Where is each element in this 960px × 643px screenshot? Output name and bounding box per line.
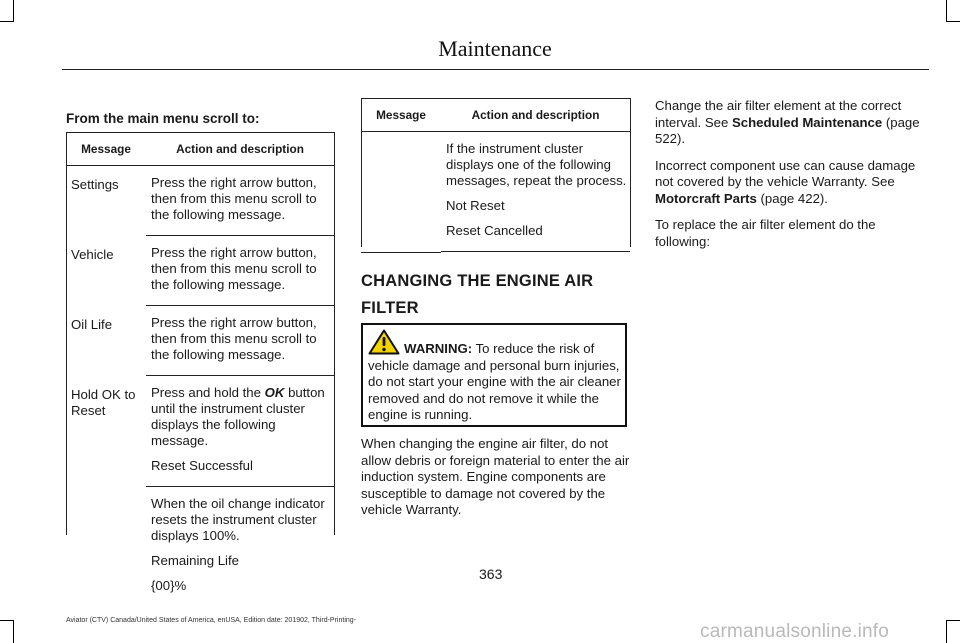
crop-mark xyxy=(13,0,14,22)
column-header-action: Action and description xyxy=(441,99,630,132)
message-cell: Hold OK to Reset xyxy=(71,387,136,418)
warning-text: To reduce the risk of vehicle damage and personal burn injuries, do not start your engine with the air cleaner removed and do not remove it while the engine is running. xyxy=(368,341,621,422)
action-message: Reset Cancelled xyxy=(446,223,543,238)
section-heading xyxy=(361,268,631,322)
page-title: Maintenance xyxy=(438,36,552,61)
action-text: If the instrument cluster displays one of the following messages, repeat the process. xyxy=(446,141,627,188)
crop-mark xyxy=(946,0,947,22)
crop-mark xyxy=(13,620,14,643)
message-cell: Vehicle xyxy=(71,247,114,262)
table-left-edge xyxy=(66,132,67,535)
table-row xyxy=(66,306,334,376)
action-cell xyxy=(146,236,334,306)
action-cell xyxy=(146,306,334,376)
page-number: 363 xyxy=(479,566,503,582)
table-row xyxy=(66,236,334,306)
paragraph-text: Change the air filter element at the correct interval. See xyxy=(655,98,902,130)
action-cell xyxy=(441,132,630,253)
action-cell xyxy=(146,376,334,487)
message-table-left xyxy=(66,132,334,606)
air-filter-paragraph xyxy=(361,436,633,529)
action-text xyxy=(151,385,332,449)
action-text: When the oil change indicator resets the instrument cluster displays 100%. xyxy=(151,496,325,543)
message-cell: Oil Life xyxy=(71,317,113,332)
section-heading-line: FILTER xyxy=(361,299,419,317)
action-text-suffix: button until the instrument cluster displays the following message. xyxy=(151,385,325,448)
warning-box xyxy=(361,323,627,427)
footer-text: Aviator (CTV) Canada/United States of America, enUSA, Edition date: 201902, Third-Printing- xyxy=(66,617,357,624)
crop-mark xyxy=(0,620,14,621)
table-right-edge xyxy=(334,132,335,535)
message-cell: Settings xyxy=(71,177,119,192)
watermark: carmanualsonline.info xyxy=(700,621,890,642)
paragraph: To replace the air filter element do the following: xyxy=(655,217,876,249)
table-row xyxy=(66,166,334,237)
ok-button-label: OK xyxy=(264,385,285,400)
table-left-edge xyxy=(361,98,362,247)
action-message: Reset Successful xyxy=(151,458,253,473)
action-message: {00}% xyxy=(151,578,187,593)
action-text: Press the right arrow button, then from this menu scroll to the following message. xyxy=(151,245,317,292)
column-header-message: Message xyxy=(361,99,441,132)
right-column xyxy=(655,98,929,260)
table-header-row xyxy=(66,133,334,166)
crop-mark xyxy=(0,21,14,22)
action-text: Press the right arrow button, then from this menu scroll to the following message. xyxy=(151,175,317,222)
column-header-message: Message xyxy=(66,133,146,166)
paragraph xyxy=(655,158,929,208)
table-right-edge xyxy=(630,98,631,247)
message-cell xyxy=(361,132,441,253)
page-reference: (page 422). xyxy=(756,190,828,206)
action-text: Press the right arrow button, then from this menu scroll to the following message. xyxy=(151,315,317,362)
table-header-row xyxy=(361,99,630,132)
paragraph xyxy=(655,98,929,148)
action-cell xyxy=(146,166,334,237)
paragraph: When changing the engine air filter, do not allow debris or foreign material to enter the air induction system. Engine components are susceptible to damage not covered by the vehicle Warranty. xyxy=(361,436,630,517)
page-reference: (page 522). xyxy=(655,114,920,146)
crop-mark xyxy=(946,21,960,22)
table-row xyxy=(361,132,630,253)
column-header-action: Action and description xyxy=(146,133,334,166)
scheduled-maintenance-link[interactable]: Scheduled Maintenance xyxy=(731,114,883,130)
section-heading-line: CHANGING THE ENGINE AIR xyxy=(361,272,594,290)
header-rule xyxy=(62,69,929,70)
warning-label: WARNING: xyxy=(404,341,473,356)
action-message: Remaining Life xyxy=(151,553,239,568)
warning-triangle-icon xyxy=(368,329,400,355)
paragraph-text: Incorrect component use can cause damage not covered by the vehicle Warranty. See xyxy=(655,157,916,189)
action-cell xyxy=(146,487,334,606)
action-message: Not Reset xyxy=(446,198,505,213)
crop-mark xyxy=(946,620,947,643)
message-table-right xyxy=(361,98,630,253)
table-row xyxy=(66,376,334,487)
intro-text: From the main menu scroll to: xyxy=(66,111,260,126)
action-text-prefix: Press and hold the xyxy=(151,385,265,400)
crop-mark xyxy=(946,620,960,621)
motorcraft-parts-link[interactable]: Motorcraft Parts xyxy=(655,190,757,206)
